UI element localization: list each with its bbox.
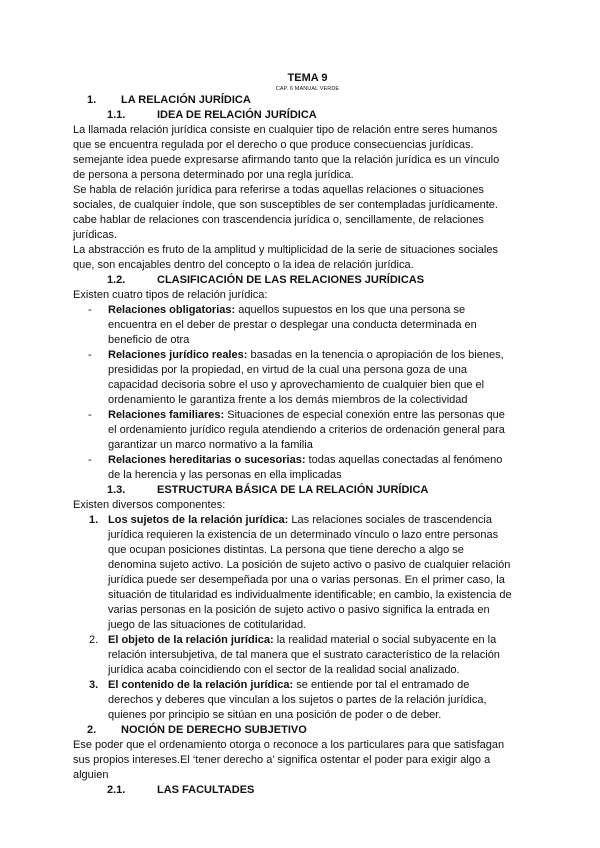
item-text: basadas en la tenencia o apropiación de los bienes, presididas por la propiedad, en virtud de la cual una persona goza de una capacidad decisoria sobre el uso y aprovechamiento de cualquier bien que el ordenamiento le garantiza frente a los demás miembros de la colectividad — [108, 349, 504, 406]
section-number: 1. — [87, 94, 97, 106]
subsection-title: LAS FACULTADES — [157, 784, 255, 796]
section-2-heading — [87, 723, 512, 738]
item-term: El objeto de la relación jurídica: — [108, 634, 274, 646]
list-item — [73, 513, 512, 633]
document-subtitle: CAP. 6 MANUAL VERDE — [275, 86, 340, 92]
list-item — [73, 408, 512, 453]
item-term: Relaciones hereditarias o sucesorias: — [108, 454, 306, 466]
list-item — [73, 303, 512, 348]
item-number: 1. — [89, 514, 99, 526]
subsection-title: CLASIFICACIÓN DE LAS RELACIONES JURÍDICAS — [157, 274, 425, 286]
paragraph: Se habla de relación jurídica para referirse a todas aquellas relaciones o situaciones sociales, de cualquier índole, que son susceptibles de ser contempladas jurídicamente. — [73, 184, 498, 211]
subsection-1-3-heading — [107, 483, 512, 498]
list-item — [73, 633, 512, 678]
item-term: Los sujetos de la relación jurídica: — [108, 514, 289, 526]
dash-bullet: - — [88, 409, 92, 421]
section-1-heading — [87, 93, 512, 108]
item-text: la realidad material o social subyacente en la relación intersubjetiva, de tal manera que el sustrato característico de la relación jurídica acaba coincidiendo con el sector de la realidad social analizado. — [108, 634, 500, 676]
components-list — [73, 513, 512, 723]
dash-bullet: - — [88, 304, 92, 316]
paragraph: cabe hablar de relaciones con trascendencia jurídica o, sencillamente, de relaciones jurídicas. — [73, 214, 484, 241]
paragraph: Ese poder que el ordenamiento otorga o reconoce a los particulares para que satisfagan sus propios intereses.El ‘tener derecho a’ significa ostentar el poder para exigir algo a alguien — [73, 739, 505, 781]
relation-types-list — [73, 303, 512, 483]
document-title: TEMA 9 — [287, 72, 328, 84]
subsection-title: IDEA DE RELACIÓN JURÍDICA — [157, 109, 317, 121]
item-text: aquellos supuestos en los que una persona se encuentra en el deber de prestar o desplegar una conducta determinada en beneficio de otra — [108, 304, 477, 346]
paragraph: La abstracción es fruto de la amplitud y multiplicidad de la serie de situaciones sociales que, son encajables dentro del concepto o la idea de relación jurídica. — [73, 244, 498, 271]
list-item — [73, 453, 512, 483]
item-number: 3. — [89, 679, 99, 691]
subsection-number: 1.3. — [107, 484, 126, 496]
section-number: 2. — [87, 724, 97, 736]
item-number: 2. — [89, 634, 99, 646]
subsection-2-1-heading — [107, 783, 512, 798]
item-text: Situaciones de especial conexión entre las personas que el ordenamiento jurídico regula atendiendo a criterios de ordenación general para garantizar un marco normativo a la familia — [108, 409, 505, 451]
section-title: NOCIÓN DE DERECHO SUBJETIVO — [121, 724, 307, 736]
dash-bullet: - — [88, 349, 92, 361]
subsection-number: 2.1. — [107, 784, 126, 796]
subsection-number: 1.1. — [107, 109, 126, 121]
paragraph: La llamada relación jurídica consiste en cualquier tipo de relación entre seres humanos que se encuentra regulada por el derecho o que produce consecuencias jurídicas. semejante idea puede expresarse afirmando tanto que la relación jurídica es un vínculo de persona a persona determinado por una regla jurídica. — [73, 124, 500, 181]
list-item — [73, 348, 512, 408]
list-intro: Existen diversos componentes: — [73, 499, 226, 511]
item-text: todas aquellas conectadas al fenómeno de la herencia y las personas en ella implicadas — [108, 454, 503, 481]
item-text: se entiende por tal el entramado de derechos y deberes que vinculan a los sujetos o partes de la relación jurídica, quienes por principio se sitúan en una posición de poder o de deber. — [108, 679, 487, 721]
item-term: El contenido de la relación jurídica: — [108, 679, 294, 691]
item-term: Relaciones obligatorias: — [108, 304, 236, 316]
subsection-title: ESTRUCTURA BÁSICA DE LA RELACIÓN JURÍDICA — [157, 484, 429, 496]
subsection-number: 1.2. — [107, 274, 126, 286]
item-text: Las relaciones sociales de trascendencia jurídica requieren la existencia de un determinado vínculo o lazo entre personas que ocupan posiciones distintas. La persona que tiene derecho a algo se denomina sujeto activo. La posición de sujeto activo o pasivo de cualquier relación jurídica puede ser desempeñada por una o varias personas. En el primer caso, la situación de titularidad es individualmente identificable; en cambio, la existencia de varias personas en la posición de sujeto activo o pasivo significa la entrada en juego de las situaciones de cotitularidad. — [108, 514, 512, 631]
subsection-1-2-heading — [107, 273, 512, 288]
list-intro: Existen cuatro tipos de relación jurídica: — [73, 289, 268, 301]
section-title: LA RELACIÓN JURÍDICA — [121, 94, 251, 106]
item-term: Relaciones jurídico reales: — [108, 349, 248, 361]
subsection-1-1-heading — [107, 108, 512, 123]
item-term: Relaciones familiares: — [108, 409, 225, 421]
list-item — [73, 678, 512, 723]
dash-bullet: - — [88, 454, 92, 466]
